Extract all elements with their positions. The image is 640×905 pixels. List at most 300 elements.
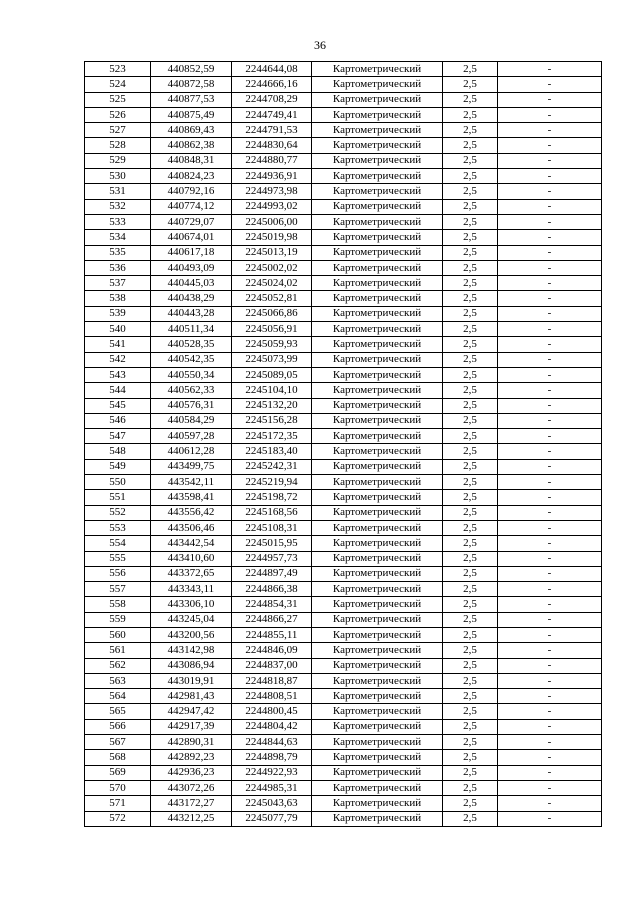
y-coordinate-cell: 2244749,41	[232, 107, 312, 122]
point-number-cell: 553	[85, 520, 151, 535]
method-cell: Картометрический	[312, 551, 443, 566]
description-cell: -	[498, 582, 602, 597]
table-row	[85, 582, 602, 597]
description-cell: -	[498, 459, 602, 474]
accuracy-cell: 2,5	[443, 582, 498, 597]
point-number-cell: 571	[85, 796, 151, 811]
point-number-cell: 534	[85, 230, 151, 245]
method-cell: Картометрический	[312, 92, 443, 107]
method-cell: Картометрический	[312, 750, 443, 765]
description-cell: -	[498, 169, 602, 184]
method-cell: Картометрический	[312, 398, 443, 413]
table-row	[85, 199, 602, 214]
accuracy-cell: 2,5	[443, 367, 498, 382]
method-cell: Картометрический	[312, 811, 443, 826]
method-cell: Картометрический	[312, 413, 443, 428]
accuracy-cell: 2,5	[443, 536, 498, 551]
method-cell: Картометрический	[312, 490, 443, 505]
point-number-cell: 527	[85, 123, 151, 138]
method-cell: Картометрический	[312, 582, 443, 597]
description-cell: -	[498, 291, 602, 306]
coordinates-table-body	[85, 62, 602, 827]
description-cell: -	[498, 490, 602, 505]
method-cell: Картометрический	[312, 627, 443, 642]
method-cell: Картометрический	[312, 689, 443, 704]
description-cell: -	[498, 398, 602, 413]
y-coordinate-cell: 2244830,64	[232, 138, 312, 153]
accuracy-cell: 2,5	[443, 199, 498, 214]
table-row	[85, 490, 602, 505]
description-cell: -	[498, 735, 602, 750]
method-cell: Картометрический	[312, 337, 443, 352]
y-coordinate-cell: 2245198,72	[232, 490, 312, 505]
method-cell: Картометрический	[312, 612, 443, 627]
method-cell: Картометрический	[312, 719, 443, 734]
x-coordinate-cell: 443556,42	[151, 505, 232, 520]
x-coordinate-cell: 443306,10	[151, 597, 232, 612]
x-coordinate-cell: 443442,54	[151, 536, 232, 551]
accuracy-cell: 2,5	[443, 765, 498, 780]
y-coordinate-cell: 2244800,45	[232, 704, 312, 719]
accuracy-cell: 2,5	[443, 643, 498, 658]
x-coordinate-cell: 440862,38	[151, 138, 232, 153]
y-coordinate-cell: 2245013,19	[232, 245, 312, 260]
y-coordinate-cell: 2245104,10	[232, 383, 312, 398]
method-cell: Картометрический	[312, 658, 443, 673]
accuracy-cell: 2,5	[443, 490, 498, 505]
method-cell: Картометрический	[312, 138, 443, 153]
description-cell: -	[498, 77, 602, 92]
point-number-cell: 530	[85, 169, 151, 184]
y-coordinate-cell: 2244922,93	[232, 765, 312, 780]
x-coordinate-cell: 442936,23	[151, 765, 232, 780]
y-coordinate-cell: 2244985,31	[232, 780, 312, 795]
method-cell: Картометрический	[312, 765, 443, 780]
accuracy-cell: 2,5	[443, 475, 498, 490]
accuracy-cell: 2,5	[443, 322, 498, 337]
method-cell: Картометрический	[312, 230, 443, 245]
description-cell: -	[498, 475, 602, 490]
x-coordinate-cell: 440438,29	[151, 291, 232, 306]
accuracy-cell: 2,5	[443, 750, 498, 765]
method-cell: Картометрический	[312, 169, 443, 184]
method-cell: Картометрический	[312, 322, 443, 337]
point-number-cell: 533	[85, 214, 151, 229]
description-cell: -	[498, 337, 602, 352]
description-cell: -	[498, 673, 602, 688]
description-cell: -	[498, 413, 602, 428]
table-row	[85, 444, 602, 459]
point-number-cell: 526	[85, 107, 151, 122]
point-number-cell: 555	[85, 551, 151, 566]
y-coordinate-cell: 2244837,00	[232, 658, 312, 673]
table-row	[85, 704, 602, 719]
method-cell: Картометрический	[312, 444, 443, 459]
accuracy-cell: 2,5	[443, 780, 498, 795]
table-row	[85, 551, 602, 566]
y-coordinate-cell: 2244808,51	[232, 689, 312, 704]
description-cell: -	[498, 719, 602, 734]
accuracy-cell: 2,5	[443, 291, 498, 306]
point-number-cell: 539	[85, 306, 151, 321]
description-cell: -	[498, 796, 602, 811]
point-number-cell: 567	[85, 735, 151, 750]
y-coordinate-cell: 2244791,53	[232, 123, 312, 138]
x-coordinate-cell: 443019,91	[151, 673, 232, 688]
accuracy-cell: 2,5	[443, 796, 498, 811]
y-coordinate-cell: 2245052,81	[232, 291, 312, 306]
accuracy-cell: 2,5	[443, 673, 498, 688]
y-coordinate-cell: 2245168,56	[232, 505, 312, 520]
point-number-cell: 563	[85, 673, 151, 688]
method-cell: Картометрический	[312, 597, 443, 612]
x-coordinate-cell: 440824,23	[151, 169, 232, 184]
x-coordinate-cell: 440528,35	[151, 337, 232, 352]
x-coordinate-cell: 443142,98	[151, 643, 232, 658]
table-row	[85, 765, 602, 780]
accuracy-cell: 2,5	[443, 689, 498, 704]
x-coordinate-cell: 443245,04	[151, 612, 232, 627]
point-number-cell: 525	[85, 92, 151, 107]
method-cell: Картометрический	[312, 276, 443, 291]
y-coordinate-cell: 2245015,95	[232, 536, 312, 551]
table-row	[85, 780, 602, 795]
point-number-cell: 554	[85, 536, 151, 551]
table-row	[85, 337, 602, 352]
accuracy-cell: 2,5	[443, 520, 498, 535]
description-cell: -	[498, 367, 602, 382]
accuracy-cell: 2,5	[443, 398, 498, 413]
point-number-cell: 568	[85, 750, 151, 765]
x-coordinate-cell: 443086,94	[151, 658, 232, 673]
table-row	[85, 811, 602, 826]
table-row	[85, 658, 602, 673]
table-row	[85, 138, 602, 153]
y-coordinate-cell: 2245006,00	[232, 214, 312, 229]
y-coordinate-cell: 2245242,31	[232, 459, 312, 474]
table-row	[85, 169, 602, 184]
accuracy-cell: 2,5	[443, 658, 498, 673]
accuracy-cell: 2,5	[443, 77, 498, 92]
table-row	[85, 475, 602, 490]
point-number-cell: 561	[85, 643, 151, 658]
x-coordinate-cell: 443172,27	[151, 796, 232, 811]
description-cell: -	[498, 658, 602, 673]
table-row	[85, 735, 602, 750]
x-coordinate-cell: 440792,16	[151, 184, 232, 199]
accuracy-cell: 2,5	[443, 214, 498, 229]
y-coordinate-cell: 2244855,11	[232, 627, 312, 642]
method-cell: Картометрический	[312, 383, 443, 398]
x-coordinate-cell: 440597,28	[151, 429, 232, 444]
point-number-cell: 572	[85, 811, 151, 826]
description-cell: -	[498, 811, 602, 826]
method-cell: Картометрический	[312, 796, 443, 811]
method-cell: Картометрический	[312, 520, 443, 535]
point-number-cell: 528	[85, 138, 151, 153]
x-coordinate-cell: 442890,31	[151, 735, 232, 750]
method-cell: Картометрический	[312, 459, 443, 474]
accuracy-cell: 2,5	[443, 735, 498, 750]
method-cell: Картометрический	[312, 214, 443, 229]
point-number-cell: 542	[85, 352, 151, 367]
point-number-cell: 559	[85, 612, 151, 627]
y-coordinate-cell: 2245056,91	[232, 322, 312, 337]
accuracy-cell: 2,5	[443, 62, 498, 77]
description-cell: -	[498, 780, 602, 795]
y-coordinate-cell: 2245172,35	[232, 429, 312, 444]
point-number-cell: 550	[85, 475, 151, 490]
point-number-cell: 558	[85, 597, 151, 612]
table-row	[85, 612, 602, 627]
method-cell: Картометрический	[312, 107, 443, 122]
table-row	[85, 429, 602, 444]
method-cell: Картометрический	[312, 153, 443, 168]
x-coordinate-cell: 440562,33	[151, 383, 232, 398]
point-number-cell: 564	[85, 689, 151, 704]
x-coordinate-cell: 443072,26	[151, 780, 232, 795]
description-cell: -	[498, 643, 602, 658]
table-row	[85, 719, 602, 734]
method-cell: Картометрический	[312, 62, 443, 77]
table-row	[85, 536, 602, 551]
table-row	[85, 107, 602, 122]
accuracy-cell: 2,5	[443, 612, 498, 627]
x-coordinate-cell: 440550,34	[151, 367, 232, 382]
method-cell: Картометрический	[312, 536, 443, 551]
accuracy-cell: 2,5	[443, 566, 498, 581]
x-coordinate-cell: 443542,11	[151, 475, 232, 490]
point-number-cell: 565	[85, 704, 151, 719]
y-coordinate-cell: 2244854,31	[232, 597, 312, 612]
accuracy-cell: 2,5	[443, 383, 498, 398]
table-row	[85, 276, 602, 291]
x-coordinate-cell: 440576,31	[151, 398, 232, 413]
description-cell: -	[498, 306, 602, 321]
accuracy-cell: 2,5	[443, 276, 498, 291]
table-row	[85, 673, 602, 688]
method-cell: Картометрический	[312, 505, 443, 520]
point-number-cell: 536	[85, 260, 151, 275]
accuracy-cell: 2,5	[443, 352, 498, 367]
description-cell: -	[498, 444, 602, 459]
method-cell: Картометрический	[312, 352, 443, 367]
description-cell: -	[498, 689, 602, 704]
description-cell: -	[498, 750, 602, 765]
accuracy-cell: 2,5	[443, 230, 498, 245]
method-cell: Картометрический	[312, 429, 443, 444]
table-row	[85, 459, 602, 474]
description-cell: -	[498, 276, 602, 291]
method-cell: Картометрический	[312, 199, 443, 214]
method-cell: Картометрический	[312, 367, 443, 382]
table-row	[85, 260, 602, 275]
x-coordinate-cell: 440877,53	[151, 92, 232, 107]
x-coordinate-cell: 440511,34	[151, 322, 232, 337]
y-coordinate-cell: 2244866,38	[232, 582, 312, 597]
accuracy-cell: 2,5	[443, 337, 498, 352]
x-coordinate-cell: 440443,28	[151, 306, 232, 321]
description-cell: -	[498, 260, 602, 275]
y-coordinate-cell: 2245002,02	[232, 260, 312, 275]
point-number-cell: 544	[85, 383, 151, 398]
table-row	[85, 291, 602, 306]
method-cell: Картометрический	[312, 306, 443, 321]
description-cell: -	[498, 107, 602, 122]
x-coordinate-cell: 440848,31	[151, 153, 232, 168]
method-cell: Картометрический	[312, 184, 443, 199]
point-number-cell: 541	[85, 337, 151, 352]
description-cell: -	[498, 123, 602, 138]
y-coordinate-cell: 2244804,42	[232, 719, 312, 734]
accuracy-cell: 2,5	[443, 413, 498, 428]
description-cell: -	[498, 352, 602, 367]
table-row	[85, 413, 602, 428]
table-row	[85, 62, 602, 77]
table-row	[85, 306, 602, 321]
table-row	[85, 520, 602, 535]
method-cell: Картометрический	[312, 245, 443, 260]
accuracy-cell: 2,5	[443, 184, 498, 199]
x-coordinate-cell: 440445,03	[151, 276, 232, 291]
y-coordinate-cell: 2245043,63	[232, 796, 312, 811]
point-number-cell: 529	[85, 153, 151, 168]
accuracy-cell: 2,5	[443, 107, 498, 122]
point-number-cell: 538	[85, 291, 151, 306]
accuracy-cell: 2,5	[443, 551, 498, 566]
description-cell: -	[498, 92, 602, 107]
x-coordinate-cell: 443499,75	[151, 459, 232, 474]
table-row	[85, 383, 602, 398]
point-number-cell: 546	[85, 413, 151, 428]
y-coordinate-cell: 2245066,86	[232, 306, 312, 321]
point-number-cell: 543	[85, 367, 151, 382]
description-cell: -	[498, 505, 602, 520]
method-cell: Картометрический	[312, 673, 443, 688]
table-row	[85, 322, 602, 337]
x-coordinate-cell: 442947,42	[151, 704, 232, 719]
point-number-cell: 570	[85, 780, 151, 795]
y-coordinate-cell: 2245132,20	[232, 398, 312, 413]
table-row	[85, 796, 602, 811]
table-row	[85, 643, 602, 658]
point-number-cell: 531	[85, 184, 151, 199]
accuracy-cell: 2,5	[443, 153, 498, 168]
y-coordinate-cell: 2245183,40	[232, 444, 312, 459]
point-number-cell: 545	[85, 398, 151, 413]
x-coordinate-cell: 440674,01	[151, 230, 232, 245]
x-coordinate-cell: 443598,41	[151, 490, 232, 505]
x-coordinate-cell: 443200,56	[151, 627, 232, 642]
y-coordinate-cell: 2244844,63	[232, 735, 312, 750]
point-number-cell: 560	[85, 627, 151, 642]
table-row	[85, 230, 602, 245]
description-cell: -	[498, 230, 602, 245]
x-coordinate-cell: 443372,65	[151, 566, 232, 581]
accuracy-cell: 2,5	[443, 260, 498, 275]
point-number-cell: 552	[85, 505, 151, 520]
accuracy-cell: 2,5	[443, 306, 498, 321]
table-row	[85, 214, 602, 229]
y-coordinate-cell: 2244818,87	[232, 673, 312, 688]
x-coordinate-cell: 443343,11	[151, 582, 232, 597]
point-number-cell: 547	[85, 429, 151, 444]
description-cell: -	[498, 214, 602, 229]
point-number-cell: 557	[85, 582, 151, 597]
method-cell: Картометрический	[312, 291, 443, 306]
accuracy-cell: 2,5	[443, 597, 498, 612]
method-cell: Картометрический	[312, 780, 443, 795]
method-cell: Картометрический	[312, 566, 443, 581]
description-cell: -	[498, 153, 602, 168]
x-coordinate-cell: 440493,09	[151, 260, 232, 275]
coordinates-table	[84, 61, 602, 827]
y-coordinate-cell: 2245019,98	[232, 230, 312, 245]
y-coordinate-cell: 2244866,27	[232, 612, 312, 627]
y-coordinate-cell: 2244973,98	[232, 184, 312, 199]
x-coordinate-cell: 440869,43	[151, 123, 232, 138]
table-row	[85, 597, 602, 612]
table-row	[85, 750, 602, 765]
point-number-cell: 532	[85, 199, 151, 214]
accuracy-cell: 2,5	[443, 444, 498, 459]
y-coordinate-cell: 2244880,77	[232, 153, 312, 168]
table-row	[85, 123, 602, 138]
y-coordinate-cell: 2245089,05	[232, 367, 312, 382]
description-cell: -	[498, 245, 602, 260]
x-coordinate-cell: 442917,39	[151, 719, 232, 734]
y-coordinate-cell: 2244957,73	[232, 551, 312, 566]
table-row	[85, 92, 602, 107]
table-row	[85, 245, 602, 260]
y-coordinate-cell: 2244898,79	[232, 750, 312, 765]
description-cell: -	[498, 138, 602, 153]
accuracy-cell: 2,5	[443, 704, 498, 719]
point-number-cell: 524	[85, 77, 151, 92]
accuracy-cell: 2,5	[443, 459, 498, 474]
x-coordinate-cell: 440542,35	[151, 352, 232, 367]
x-coordinate-cell: 440875,49	[151, 107, 232, 122]
table-row	[85, 352, 602, 367]
x-coordinate-cell: 440584,29	[151, 413, 232, 428]
x-coordinate-cell: 443506,46	[151, 520, 232, 535]
method-cell: Картометрический	[312, 123, 443, 138]
description-cell: -	[498, 536, 602, 551]
description-cell: -	[498, 383, 602, 398]
x-coordinate-cell: 442981,43	[151, 689, 232, 704]
x-coordinate-cell: 440729,07	[151, 214, 232, 229]
y-coordinate-cell: 2245156,28	[232, 413, 312, 428]
y-coordinate-cell: 2245108,31	[232, 520, 312, 535]
description-cell: -	[498, 566, 602, 581]
y-coordinate-cell: 2244936,91	[232, 169, 312, 184]
table-row	[85, 566, 602, 581]
point-number-cell: 537	[85, 276, 151, 291]
point-number-cell: 548	[85, 444, 151, 459]
y-coordinate-cell: 2245077,79	[232, 811, 312, 826]
table-row	[85, 77, 602, 92]
y-coordinate-cell: 2245219,94	[232, 475, 312, 490]
table-row	[85, 505, 602, 520]
accuracy-cell: 2,5	[443, 719, 498, 734]
description-cell: -	[498, 765, 602, 780]
description-cell: -	[498, 520, 602, 535]
x-coordinate-cell: 443410,60	[151, 551, 232, 566]
point-number-cell: 569	[85, 765, 151, 780]
y-coordinate-cell: 2244644,08	[232, 62, 312, 77]
y-coordinate-cell: 2244708,29	[232, 92, 312, 107]
accuracy-cell: 2,5	[443, 505, 498, 520]
